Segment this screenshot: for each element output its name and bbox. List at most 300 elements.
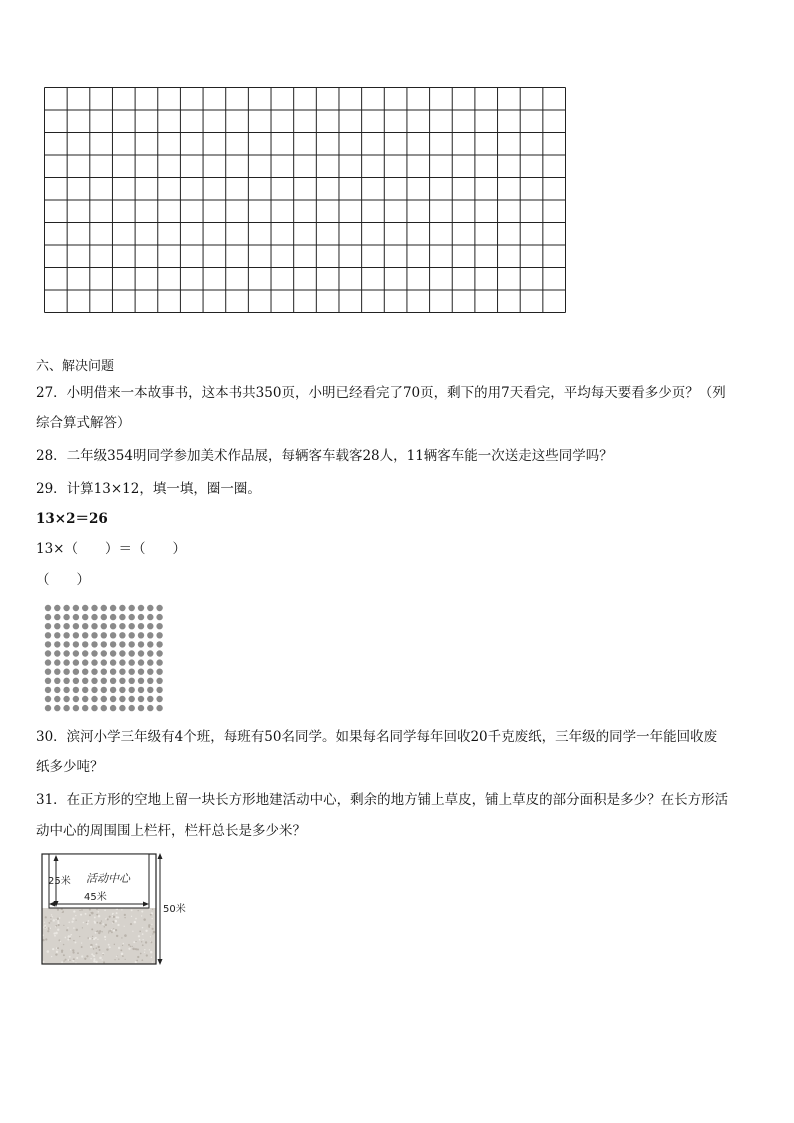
- grass-speckle: [101, 920, 102, 921]
- grass-speckle: [65, 959, 67, 961]
- grass-speckle: [56, 951, 58, 953]
- dot: [63, 623, 69, 629]
- grass-speckle: [92, 936, 93, 937]
- dot: [101, 632, 107, 638]
- dot: [101, 623, 107, 629]
- grass-speckle: [73, 940, 74, 941]
- dot: [110, 696, 116, 702]
- grass-speckle: [145, 941, 147, 943]
- dot: [82, 659, 88, 665]
- grass-speckle: [77, 952, 79, 954]
- grass-speckle: [68, 959, 70, 961]
- grass-speckle: [150, 936, 151, 937]
- dot: [129, 623, 135, 629]
- grass-speckle: [56, 925, 58, 927]
- dot: [73, 614, 79, 620]
- grass-speckle: [98, 911, 100, 913]
- grass-speckle: [42, 939, 44, 941]
- question-27-line-1: 27．小明借来一本故事书，这本书共350页，小明已经看完了70页，剩下的用7天看完，平均每天要看多少页？（列: [36, 385, 726, 401]
- dot: [119, 687, 125, 693]
- grass-speckle: [121, 953, 124, 956]
- dot: [73, 632, 79, 638]
- grass-speckle: [104, 926, 105, 927]
- grass-speckle: [98, 946, 100, 948]
- label-45m: 45米: [84, 892, 107, 903]
- dot: [129, 705, 135, 711]
- grass-speckle: [53, 919, 55, 921]
- grass-speckle: [45, 916, 47, 918]
- dot: [54, 687, 60, 693]
- question-29-blank: （ ）: [36, 572, 90, 588]
- grass-speckle: [152, 933, 153, 934]
- grass-speckle: [146, 954, 148, 956]
- grass-speckle: [124, 926, 125, 927]
- question-28: 28．二年级354明同学参加美术作品展，每辆客车载客28人，11辆客车能一次送走这些同学吗？: [36, 448, 613, 464]
- grass-speckle: [68, 935, 71, 938]
- dot: [129, 632, 135, 638]
- grass-speckle: [51, 956, 52, 957]
- dot: [138, 632, 144, 638]
- dot: [45, 641, 51, 647]
- grass-speckle: [53, 932, 55, 934]
- grass-speckle: [109, 916, 111, 918]
- dot: [91, 641, 97, 647]
- grass-speckle: [73, 927, 75, 929]
- grass-speckle: [134, 921, 137, 924]
- dot: [147, 678, 153, 684]
- dot: [119, 678, 125, 684]
- dot: [73, 678, 79, 684]
- dot: [54, 641, 60, 647]
- question-31-line-2: 动中心的周围围上栏杆，栏杆总长是多少米？: [36, 823, 306, 839]
- dot: [147, 632, 153, 638]
- field-diagram-figure: [38, 850, 198, 968]
- dot: [119, 669, 125, 675]
- question-29-equation-2: 13×（ ）＝（ ）: [36, 541, 186, 557]
- grass-speckle: [96, 952, 98, 954]
- grass-speckle: [68, 921, 70, 923]
- dot: [138, 659, 144, 665]
- dot: [110, 650, 116, 656]
- grass-speckle: [107, 918, 109, 920]
- grass-speckle: [115, 920, 118, 923]
- dot: [63, 659, 69, 665]
- grass-speckle: [114, 944, 115, 945]
- dot: [156, 678, 162, 684]
- dot: [91, 605, 97, 611]
- grass-speckle: [89, 937, 91, 939]
- grass-speckle: [151, 918, 152, 919]
- grass-speckle: [91, 928, 93, 930]
- grass-speckle: [70, 934, 71, 935]
- grass-speckle: [111, 929, 112, 930]
- grass-speckle: [135, 941, 136, 942]
- dot: [138, 696, 144, 702]
- dot: [82, 705, 88, 711]
- grass-speckle: [63, 925, 64, 926]
- grass-speckle: [51, 916, 52, 917]
- dot: [138, 641, 144, 647]
- dot: [63, 632, 69, 638]
- grass-speckle: [73, 910, 75, 912]
- grass-speckle: [92, 938, 93, 939]
- dot: [101, 678, 107, 684]
- grass-speckle: [117, 924, 119, 926]
- grass-speckle: [60, 941, 61, 942]
- dot: [129, 614, 135, 620]
- dot: [138, 605, 144, 611]
- grass-speckle: [136, 960, 138, 962]
- grass-speckle: [57, 947, 59, 949]
- grass-speckle: [145, 930, 147, 932]
- grass-speckle: [120, 949, 122, 951]
- grass-speckle: [144, 949, 145, 950]
- grass-speckle: [137, 956, 139, 958]
- dot: [110, 641, 116, 647]
- grass-speckle: [121, 937, 122, 938]
- grass-speckle: [124, 934, 127, 937]
- grass-speckle: [101, 931, 102, 932]
- grass-speckle: [91, 953, 93, 955]
- dot: [91, 687, 97, 693]
- grass-speckle: [87, 937, 89, 939]
- arrow-head-down-icon: [158, 959, 163, 965]
- answer-grid-lines: [44, 87, 566, 313]
- question-29: 29．计算13×12，填一填，圈一圈。: [36, 481, 261, 497]
- grass-speckle: [112, 914, 113, 915]
- grass-speckle: [59, 917, 61, 919]
- grass-speckle: [152, 961, 154, 963]
- grass-speckle: [81, 955, 83, 957]
- grass-speckle: [124, 914, 126, 916]
- dot: [129, 605, 135, 611]
- grass-speckle: [71, 921, 73, 923]
- grass-speckle: [108, 944, 110, 946]
- dot: [129, 678, 135, 684]
- dot: [119, 650, 125, 656]
- dot: [138, 678, 144, 684]
- activity-center-label: 活动中心: [86, 872, 130, 885]
- dot: [129, 650, 135, 656]
- dot: [138, 623, 144, 629]
- grass-speckle: [87, 920, 89, 922]
- grass-speckle: [151, 924, 152, 925]
- dot: [45, 632, 51, 638]
- dot: [63, 641, 69, 647]
- question-27-line-2: 综合算式解答）: [36, 415, 131, 431]
- grass-speckle: [89, 909, 91, 911]
- grass-speckle: [73, 958, 75, 960]
- dot: [63, 687, 69, 693]
- grass-speckle: [117, 908, 119, 910]
- question-30-line-1: 30．滨河小学三年级有4个班，每班有50名同学。如果每名同学每年回收20千克废纸，三年级的同学一年能回收废: [36, 729, 718, 745]
- dot: [63, 696, 69, 702]
- grass-speckle: [69, 956, 71, 958]
- grass-speckle: [118, 958, 119, 959]
- dot: [129, 696, 135, 702]
- grass-speckle: [152, 909, 153, 910]
- dot: [54, 605, 60, 611]
- dot: [129, 659, 135, 665]
- dot: [54, 696, 60, 702]
- dot: [156, 659, 162, 665]
- dot: [129, 687, 135, 693]
- grass-speckle: [44, 927, 45, 928]
- grass-speckle: [93, 958, 95, 960]
- dot: [45, 659, 51, 665]
- grass-speckle: [144, 952, 145, 953]
- dot: [156, 650, 162, 656]
- dot: [147, 659, 153, 665]
- grass-speckle: [153, 931, 156, 934]
- grass-speckle: [42, 961, 44, 963]
- dot: [91, 614, 97, 620]
- dot: [91, 623, 97, 629]
- grass-speckle: [108, 932, 109, 933]
- dot: [63, 650, 69, 656]
- grass-speckle: [102, 923, 104, 925]
- grass-speckle: [113, 916, 115, 918]
- grass-speckle: [109, 946, 111, 948]
- grass-speckle: [114, 959, 115, 960]
- grass-speckle: [111, 931, 113, 933]
- dot: [156, 687, 162, 693]
- dot: [147, 669, 153, 675]
- grass-speckle: [118, 947, 120, 949]
- dot: [110, 623, 116, 629]
- grass-speckle: [150, 941, 152, 943]
- dot: [45, 623, 51, 629]
- dot: [54, 632, 60, 638]
- dot: [45, 696, 51, 702]
- grass-speckle: [93, 948, 95, 950]
- grass-speckle: [50, 917, 51, 918]
- grass-speckle: [61, 910, 62, 911]
- grass-speckle: [92, 955, 94, 957]
- grass-speckle: [115, 929, 117, 931]
- dot: [101, 669, 107, 675]
- grass-speckle: [50, 920, 51, 921]
- grass-speckle: [99, 949, 101, 951]
- dot: [110, 669, 116, 675]
- grass-speckle: [150, 951, 153, 954]
- dot: [119, 659, 125, 665]
- field-diagram: [38, 850, 198, 968]
- grass-speckle: [90, 958, 91, 959]
- dot: [54, 650, 60, 656]
- grass-speckle: [149, 908, 151, 910]
- grass-speckle: [75, 919, 76, 920]
- dot: [91, 696, 97, 702]
- dot: [73, 696, 79, 702]
- dot: [82, 614, 88, 620]
- dot: [82, 696, 88, 702]
- dot: [45, 614, 51, 620]
- dot: [147, 687, 153, 693]
- dot: [63, 669, 69, 675]
- grass-speckle: [112, 916, 113, 917]
- dot: [54, 614, 60, 620]
- dot: [45, 678, 51, 684]
- dot: [101, 705, 107, 711]
- grass-speckle: [96, 909, 97, 910]
- grass-speckle: [70, 949, 71, 950]
- dot: [54, 705, 60, 711]
- grass-speckle: [95, 947, 97, 949]
- grass-speckle: [85, 913, 87, 915]
- dot: [73, 641, 79, 647]
- grass-speckle: [140, 953, 142, 955]
- dot: [147, 696, 153, 702]
- dot: [101, 605, 107, 611]
- grass-speckle: [55, 953, 57, 955]
- grass-speckle: [135, 918, 137, 920]
- grass-speckle: [58, 924, 60, 926]
- grass-speckle: [135, 961, 137, 963]
- grass-speckle: [138, 910, 139, 911]
- grass-speckle: [133, 941, 135, 943]
- grass-speckle: [95, 932, 97, 934]
- dot: [91, 632, 97, 638]
- dot: [156, 632, 162, 638]
- dot: [45, 669, 51, 675]
- grass-speckle: [103, 961, 105, 963]
- grass-speckle: [98, 915, 100, 917]
- dot-array: [44, 604, 166, 716]
- grass-speckle: [141, 941, 142, 942]
- grass-speckle: [95, 961, 97, 963]
- grass-speckle: [152, 928, 154, 930]
- arrow-head-up-icon: [158, 853, 163, 859]
- grass-speckle: [105, 939, 106, 940]
- dot: [45, 705, 51, 711]
- dot: [101, 687, 107, 693]
- grass-speckle: [102, 954, 104, 956]
- dot: [110, 705, 116, 711]
- dot: [129, 641, 135, 647]
- label-25m: 25米: [48, 876, 71, 887]
- grass-speckle: [84, 958, 86, 960]
- grass-speckle: [142, 933, 144, 935]
- grass-speckle: [99, 922, 101, 924]
- dot: [91, 650, 97, 656]
- grass-speckle: [124, 917, 125, 918]
- grass-speckle: [123, 943, 125, 945]
- answer-grid: [44, 87, 566, 313]
- grass-speckle: [96, 914, 98, 916]
- dot: [73, 659, 79, 665]
- dot: [101, 650, 107, 656]
- dot: [156, 623, 162, 629]
- grass-speckle: [57, 920, 59, 922]
- dot: [63, 705, 69, 711]
- grass-speckle: [131, 946, 132, 947]
- dot: [119, 623, 125, 629]
- grass-speckle: [75, 962, 76, 963]
- grass-speckle: [61, 961, 63, 963]
- question-31-line-1: 31．在正方形的空地上留一块长方形地建活动中心，剩余的地方铺上草皮，铺上草皮的部分面积是多少？在长方形活: [36, 792, 729, 808]
- grass-speckle: [72, 918, 74, 920]
- grass-speckle: [139, 930, 141, 932]
- dot: [138, 669, 144, 675]
- grass-speckle: [97, 939, 98, 940]
- dot: [138, 705, 144, 711]
- grass-speckle: [57, 922, 59, 924]
- dot: [73, 687, 79, 693]
- grass-speckle: [105, 924, 107, 926]
- grass-speckle: [150, 914, 152, 916]
- grass-speckle: [104, 909, 106, 911]
- dot: [45, 605, 51, 611]
- grass-speckle: [55, 932, 58, 935]
- question-30-line-2: 纸多少吨？: [36, 759, 104, 775]
- grass-speckle: [112, 921, 114, 923]
- dot: [147, 623, 153, 629]
- dot: [54, 669, 60, 675]
- grass-speckle: [128, 948, 130, 950]
- dot: [147, 705, 153, 711]
- grass-speckle: [51, 914, 52, 915]
- grass-speckle: [63, 960, 65, 962]
- grass-speckle: [95, 943, 97, 945]
- grass-speckle: [116, 955, 118, 957]
- grass-speckle: [151, 956, 153, 958]
- grass-speckle: [122, 945, 123, 946]
- grass-speckle: [48, 922, 50, 924]
- grass-speckle: [95, 937, 97, 939]
- grass-speckle: [86, 955, 88, 957]
- grass-speckle: [138, 935, 140, 937]
- grass-speckle: [121, 909, 122, 910]
- label-50m: 50米: [163, 904, 186, 915]
- dot: [156, 614, 162, 620]
- grass-speckle: [96, 922, 98, 924]
- grass-speckle: [135, 948, 137, 950]
- grass-speckle: [57, 918, 59, 920]
- dot: [110, 659, 116, 665]
- dot: [73, 605, 79, 611]
- grass-speckle: [142, 944, 144, 946]
- grass-speckle: [141, 915, 142, 916]
- dot: [73, 669, 79, 675]
- dot: [101, 659, 107, 665]
- grass-speckle: [72, 951, 74, 953]
- dot: [110, 687, 116, 693]
- grass-speckle: [142, 927, 144, 929]
- grass-speckle: [116, 912, 118, 914]
- grass-speckle: [122, 955, 124, 957]
- grass-speckle: [141, 959, 143, 961]
- grass-speckle: [125, 959, 126, 960]
- dot: [119, 605, 125, 611]
- grass-speckle: [131, 916, 132, 917]
- dot-array-figure: [44, 604, 166, 716]
- dot: [156, 696, 162, 702]
- grass-speckle: [94, 917, 96, 919]
- grass-speckle: [143, 918, 146, 921]
- grass-speckle: [104, 936, 106, 938]
- dot: [119, 632, 125, 638]
- dot: [73, 623, 79, 629]
- grass-speckle: [94, 921, 96, 923]
- dot: [45, 687, 51, 693]
- grass-speckle: [57, 929, 59, 931]
- grass-speckle: [93, 960, 95, 962]
- grass-speckle: [148, 926, 150, 928]
- grass-speckle: [47, 930, 49, 932]
- dot: [156, 605, 162, 611]
- dot: [82, 605, 88, 611]
